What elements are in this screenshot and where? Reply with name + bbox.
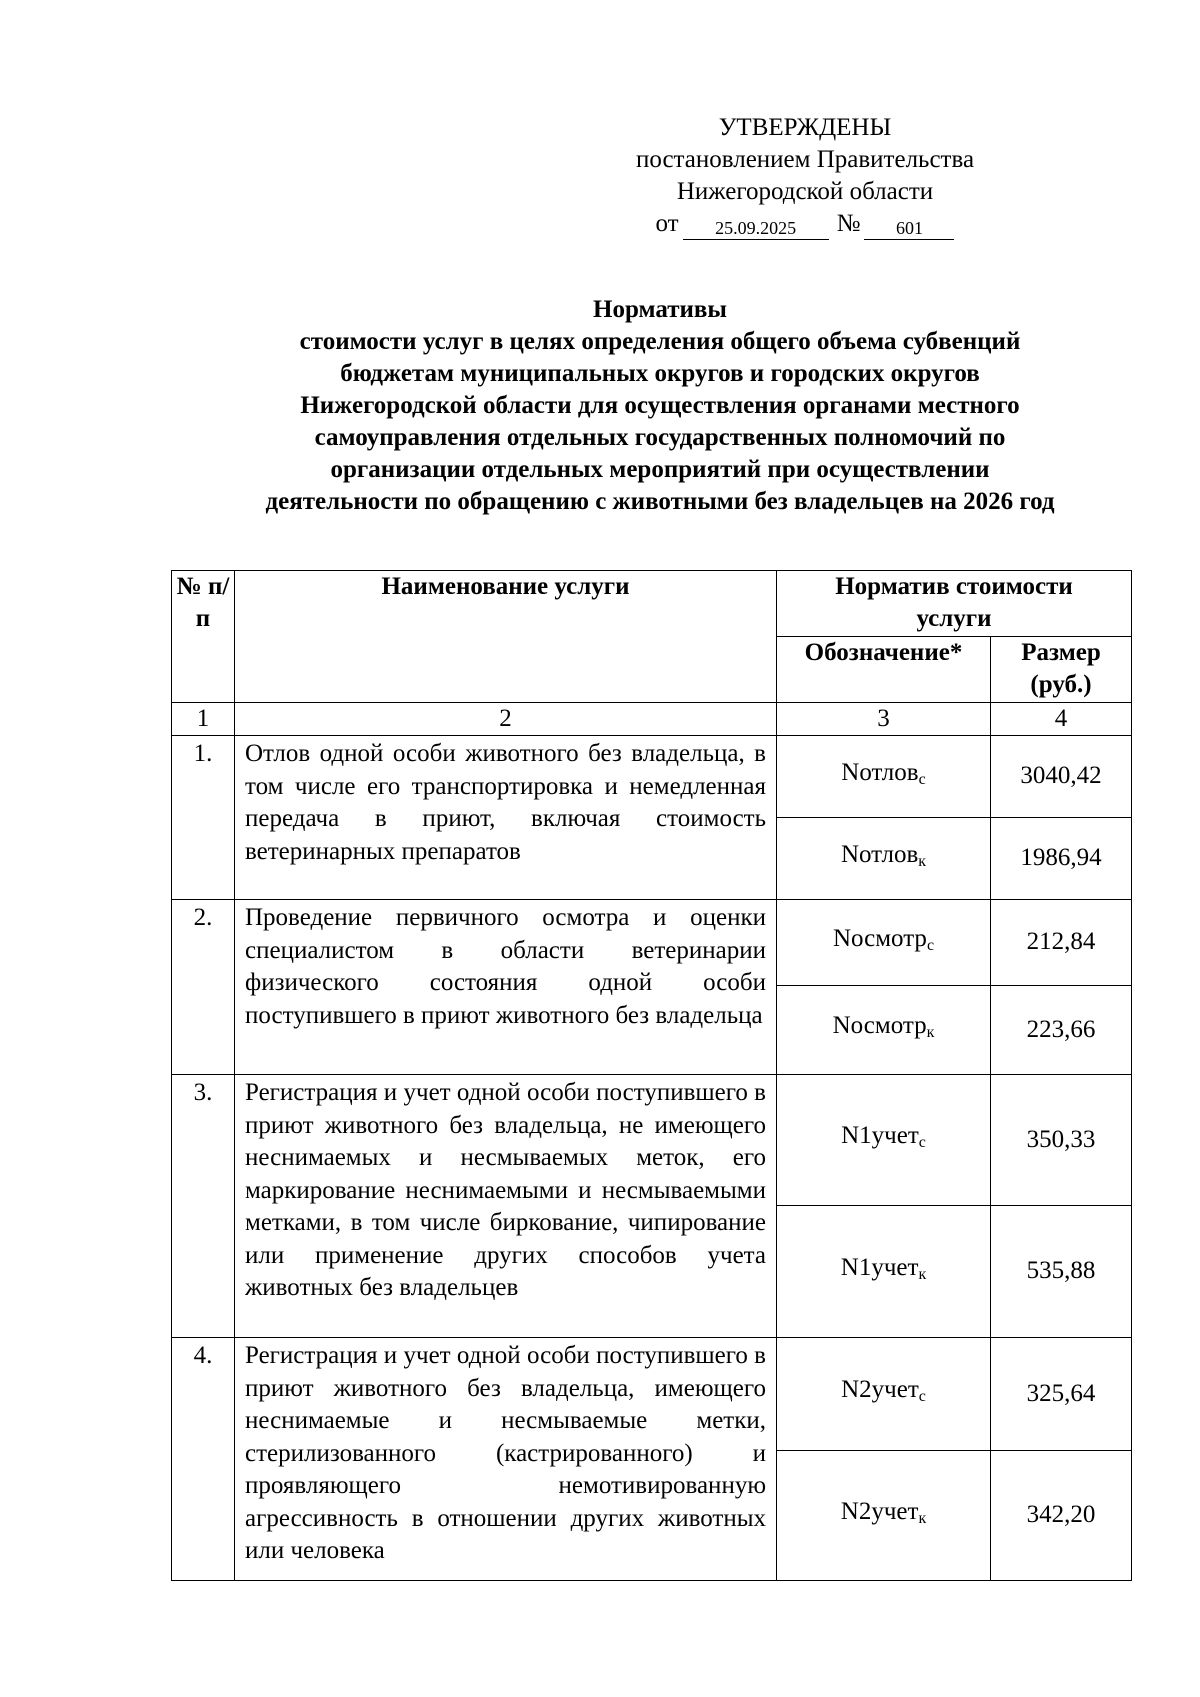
row-number: 1. bbox=[172, 736, 235, 900]
header-norm: Норматив стоимости услуги bbox=[777, 571, 1132, 637]
table-row bbox=[172, 900, 1132, 986]
approval-block bbox=[600, 112, 1010, 240]
row-value: 1986,94 bbox=[991, 818, 1132, 900]
index-cell: 1 bbox=[172, 703, 235, 736]
table-header-row bbox=[172, 571, 1132, 637]
approval-line-region: Нижегородской области bbox=[676, 178, 934, 205]
approval-date-number bbox=[600, 208, 1010, 240]
approval-line-government: постановлением Правительства bbox=[635, 146, 975, 173]
row-description: Отлов одной особи животного без владельца, в том числе его транспортировка и немедленная передача в приют, включая стоимость ветеринарных препаратов bbox=[235, 736, 777, 900]
approval-title: УТВЕРЖДЕНЫ bbox=[718, 114, 892, 141]
approval-number: 601 bbox=[864, 217, 954, 240]
index-cell: 2 bbox=[235, 703, 777, 736]
title-line: самоуправления отдельных государственных полномочий по bbox=[314, 424, 1006, 451]
row-number: 2. bbox=[172, 900, 235, 1075]
row-code: Nосмотр$_с$ bbox=[777, 900, 991, 986]
index-cell: 4 bbox=[991, 703, 1132, 736]
row-code: Nотлов$_с$ bbox=[777, 736, 991, 818]
row-value: 535,88 bbox=[991, 1206, 1132, 1338]
number-prefix: № bbox=[836, 210, 861, 237]
row-code: Nосмотр$_к$ bbox=[777, 986, 991, 1075]
row-value: 223,66 bbox=[991, 986, 1132, 1075]
row-code: N2учет$_с$ bbox=[777, 1338, 991, 1451]
date-prefix: от bbox=[655, 210, 679, 237]
document-title bbox=[160, 294, 1160, 518]
header-size: Размер (руб.) bbox=[991, 637, 1132, 703]
row-value: 350,33 bbox=[991, 1075, 1132, 1206]
header-num: № п/п bbox=[172, 571, 235, 703]
title-line: бюджетам муниципальных округов и городских округов bbox=[340, 360, 980, 387]
row-code: N2учет$_к$ bbox=[777, 1451, 991, 1581]
row-code: N1учет$_с$ bbox=[777, 1075, 991, 1206]
row-number: 4. bbox=[172, 1338, 235, 1581]
title-heading: Нормативы bbox=[593, 296, 727, 323]
header-name: Наименование услуги bbox=[235, 571, 777, 703]
approval-date: 25.09.2025 bbox=[683, 217, 829, 240]
row-value: 342,20 bbox=[991, 1451, 1132, 1581]
table-row bbox=[172, 1338, 1132, 1451]
title-line: организации отдельных мероприятий при осуществлении bbox=[330, 456, 990, 483]
title-line: стоимости услуг в целях определения общего объема субвенций bbox=[299, 328, 1021, 355]
row-description: Проведение первичного осмотра и оценки специалистом в области ветеринарии физического состояния одной особи поступившего в приют животного без владельца bbox=[235, 900, 777, 1075]
title-line: Нижегородской области для осуществления органами местного bbox=[300, 392, 1020, 419]
table-row bbox=[172, 1075, 1132, 1206]
row-value: 212,84 bbox=[991, 900, 1132, 986]
row-description: Регистрация и учет одной особи поступившего в приют животного без владельца, имеющего неснимаемые и несмываемые метки, стерилизованного (кастрированного) и проявляющего немотивированную агрессивность в отношении других животных или человека bbox=[235, 1338, 777, 1581]
row-value: 325,64 bbox=[991, 1338, 1132, 1451]
row-code: Nотлов$_к$ bbox=[777, 818, 991, 900]
table-index-row bbox=[172, 703, 1132, 736]
title-line: деятельности по обращению с животными без владельцев на 2026 год bbox=[265, 488, 1055, 515]
row-description: Регистрация и учет одной особи поступившего в приют животного без владельца, не имеющего неснимаемых и несмываемых меток, его маркирование неснимаемыми и несмываемыми метками, в том числе биркование, чипирование или применение других способов учета животных без владельцев bbox=[235, 1075, 777, 1338]
table-row bbox=[172, 736, 1132, 818]
row-code: N1учет$_к$ bbox=[777, 1206, 991, 1338]
row-value: 3040,42 bbox=[991, 736, 1132, 818]
header-designation: Обозначение* bbox=[777, 637, 991, 703]
row-number: 3. bbox=[172, 1075, 235, 1338]
index-cell: 3 bbox=[777, 703, 991, 736]
norms-table bbox=[171, 570, 1132, 1581]
